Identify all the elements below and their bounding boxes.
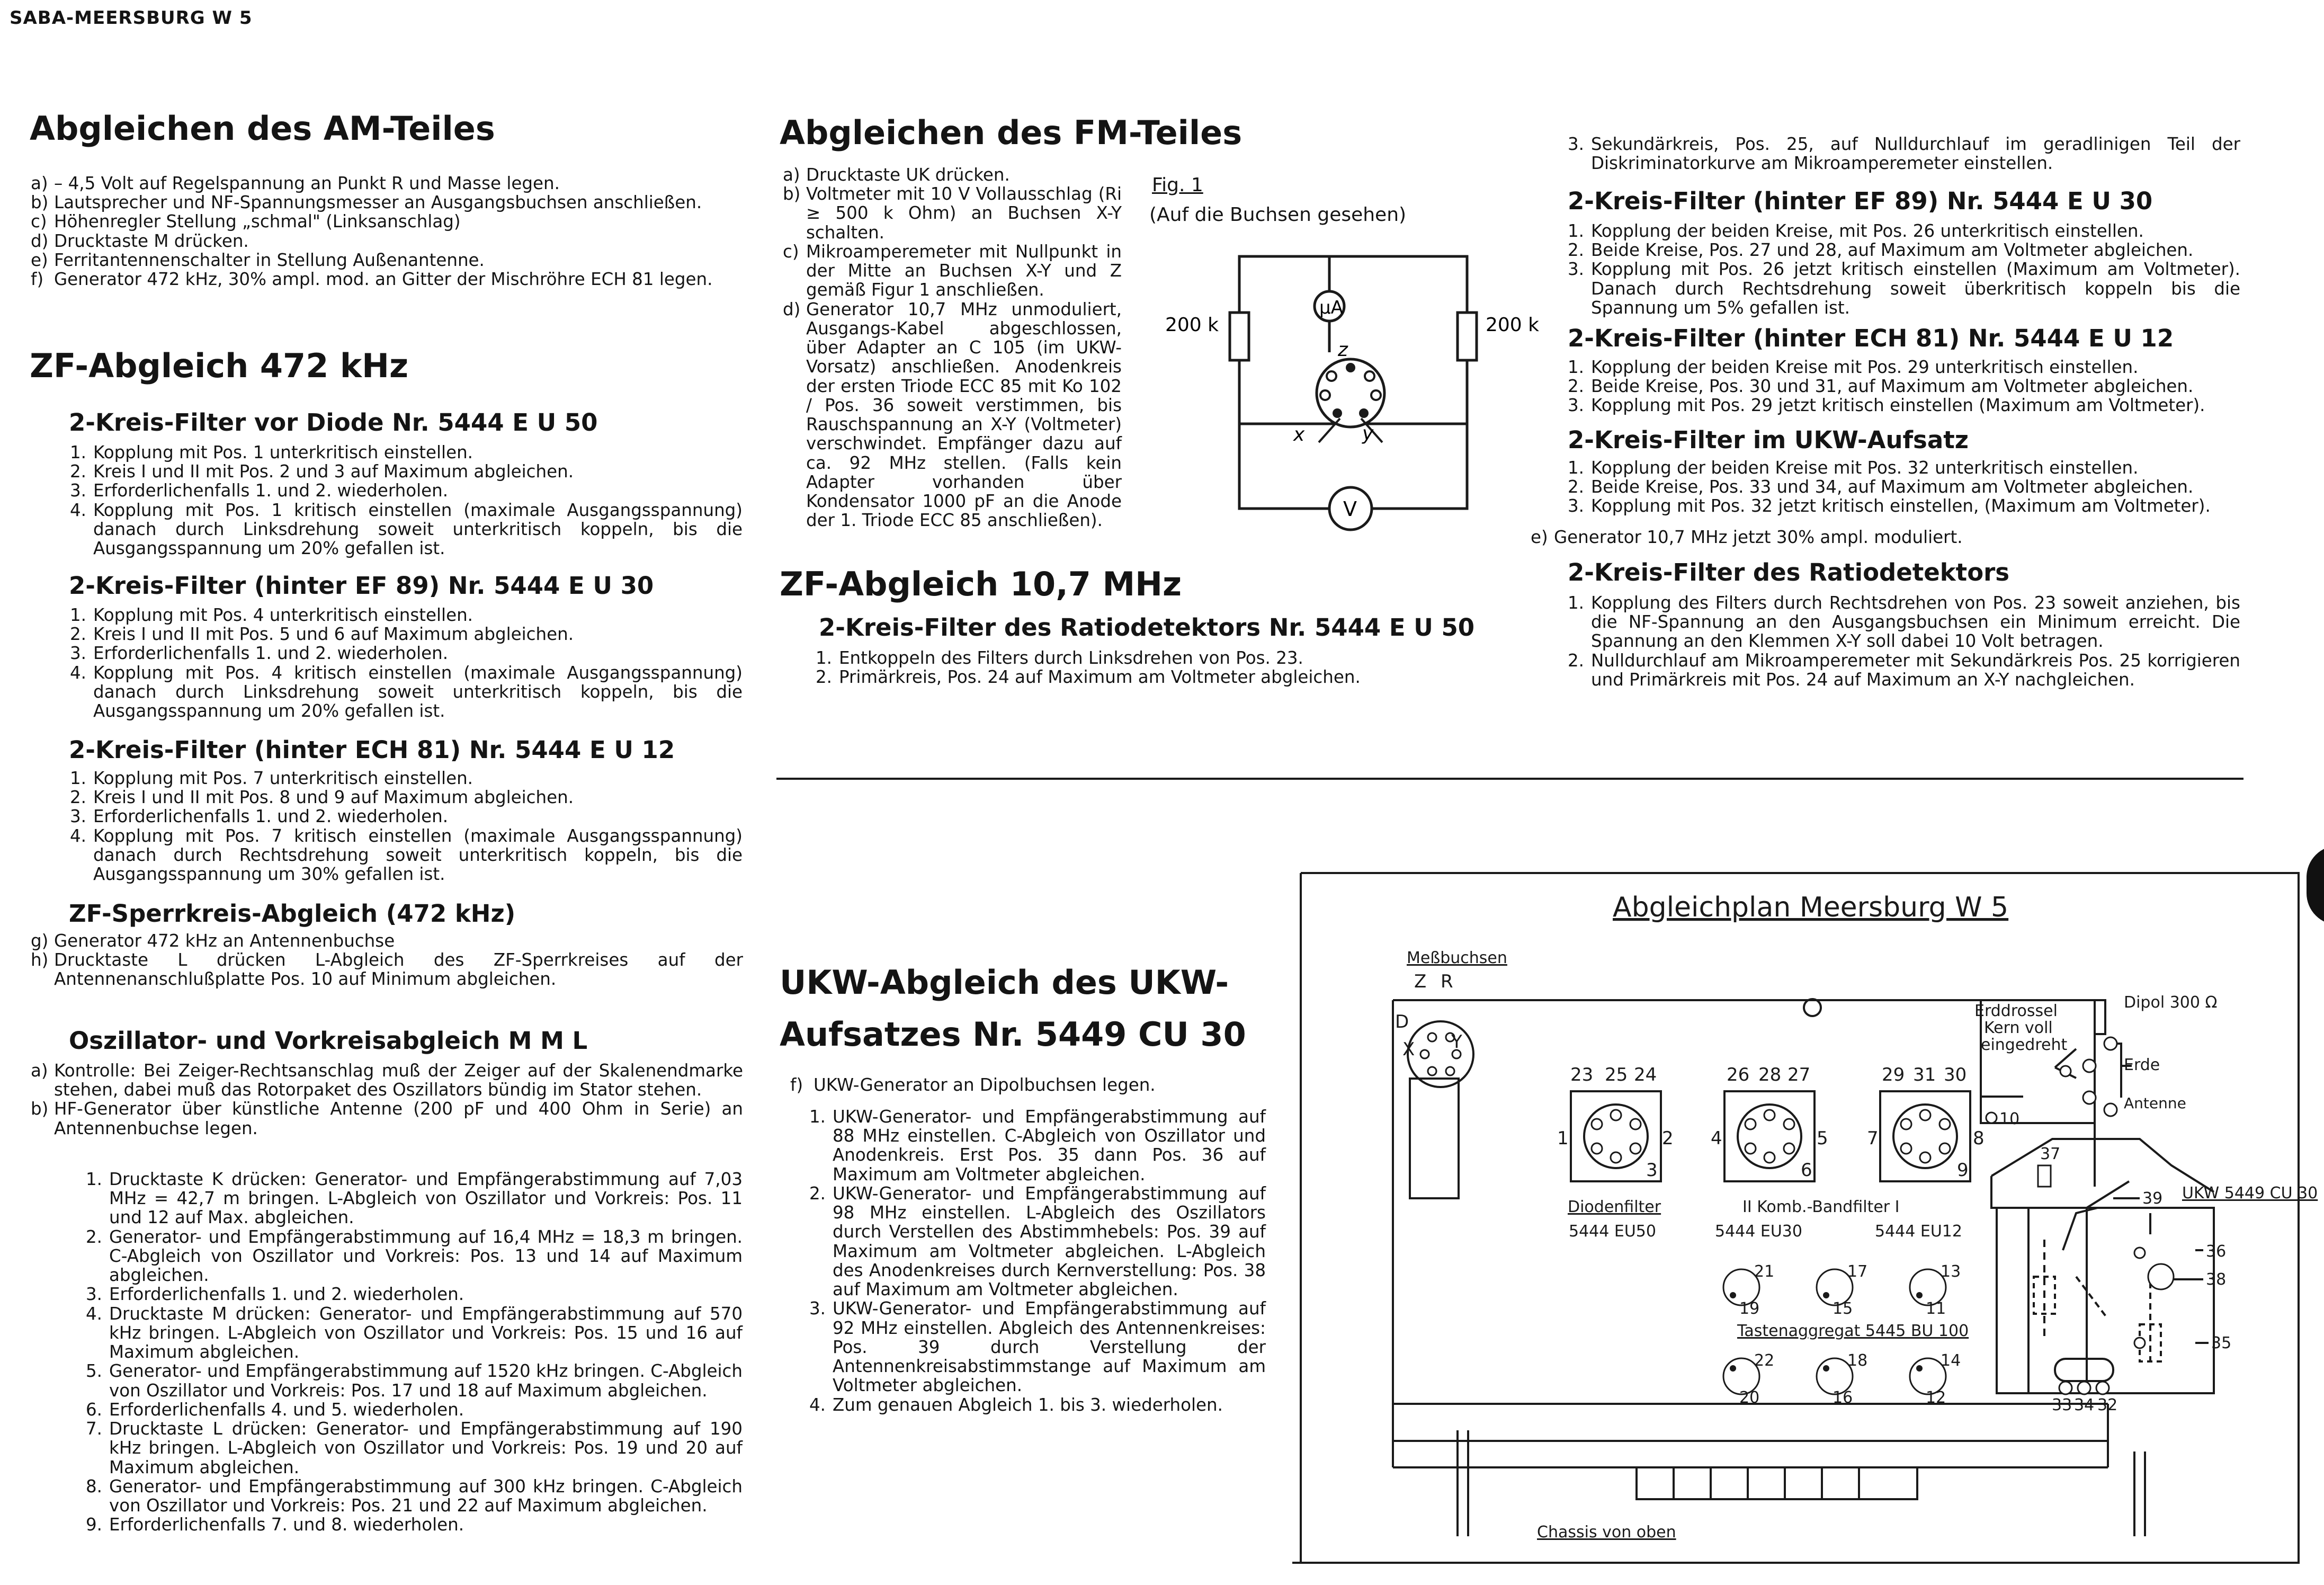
list-item-text: Kopplung mit Pos. 4 unterkritisch einstellen. (93, 605, 473, 625)
list-item (70, 462, 743, 481)
plan-pos-25: 25 (1605, 1064, 1628, 1085)
list-item (70, 769, 743, 788)
plan-pos-22: 22 (1754, 1351, 1775, 1370)
plan-ukw-label: UKW 5449 CU 30 (2182, 1184, 2318, 1203)
list-item-text: Drucktaste K drücken: Generator- und Empfängerabstimmung auf 7,03 MHz = 42,7 m bringen. L-Abgleich von Oszillator und Vorkreis: Pos. 11 und 12 auf Max. abgleichen. (109, 1169, 743, 1228)
list-item (1568, 241, 2240, 260)
list-item-text: Erforderlichenfalls 1. und 2. wiederholen. (109, 1284, 464, 1305)
list-item-text: Kopplung mit Pos. 7 unterkritisch einstellen. (93, 768, 473, 788)
list-item (31, 193, 746, 212)
plan-tastenaggregat-label: Tastenaggregat 5445 BU 100 (1737, 1322, 1969, 1340)
plan-pos-15: 15 (1833, 1299, 1853, 1318)
list-item-text: Kopplung mit Pos. 4 kritisch einstellen (maximale Ausgangsspannung) danach durch Linksdrehung soweit unterkritisch koppeln, bis die Ausgangsspannung um 20% gefallen ist. (93, 662, 743, 722)
list-item (31, 212, 746, 231)
list-item (70, 625, 743, 644)
list-item-marker: 2. (1568, 240, 1585, 261)
list-item-text: Kopplung mit Pos. 1 unterkritisch einstellen. (93, 442, 473, 462)
list-item-text: Kreis I und II mit Pos. 2 und 3 auf Maximum abgleichen. (93, 461, 574, 482)
plan-kombfilter-nr1: 5444 EU30 (1715, 1222, 1802, 1241)
list-item-text: Drucktaste L drücken L-Abgleich des ZF-Sperrkreises auf der Antennenanschlußplatte Pos. 10 auf Minimum abgleichen. (54, 950, 743, 990)
list-item-marker: 3. (1568, 134, 1585, 154)
list-item-marker: 1. (86, 1169, 103, 1189)
list-item (1568, 221, 2240, 241)
list-item-marker: 4. (70, 825, 87, 846)
list-item (783, 165, 1122, 184)
list-item-marker: 1. (809, 1107, 826, 1127)
zf107-filter1-steps (816, 648, 1425, 687)
list-item (70, 481, 743, 500)
plan-socket-y: Y (1451, 1031, 1462, 1053)
list-item (86, 1361, 743, 1400)
list-item-marker: 1. (1568, 593, 1585, 613)
list-item (31, 231, 746, 251)
list-item (70, 501, 743, 558)
oszillator-steps (31, 1061, 743, 1138)
list-item (31, 1061, 743, 1099)
list-item-text: Kopplung mit Pos. 29 jetzt kritisch einstellen (Maximum am Voltmeter). (1591, 395, 2205, 416)
list-item (783, 300, 1122, 530)
list-item (31, 1099, 743, 1137)
list-item-marker: 2. (86, 1226, 103, 1247)
plan-socket-r: R (1441, 971, 1453, 992)
list-item-marker: b) (31, 192, 49, 213)
plan-pos-27: 27 (1787, 1064, 1811, 1085)
list-item-marker: 4. (809, 1394, 826, 1415)
list-item-text: Drucktaste L drücken: Generator- und Empfängerabstimmung auf 190 kHz bringen. L-Abgleich von Oszillator und Vorkreis: Pos. 19 und 20 auf Maximum abgleichen. (109, 1419, 743, 1477)
list-item-text: Beide Kreise, Pos. 27 und 28, auf Maximum am Voltmeter abgleichen. (1591, 240, 2194, 261)
zf107-filter1-title: 2-Kreis-Filter des Ratiodetektors Nr. 5444 E U 50 (819, 613, 1475, 642)
list-item (31, 251, 746, 270)
list-item-marker: 3. (1568, 395, 1585, 416)
zf472-filter2-title: 2-Kreis-Filter (hinter EF 89) Nr. 5444 E U 30 (69, 572, 654, 600)
list-item (31, 931, 743, 950)
list-item-text: HF-Generator über künstliche Antenne (200 pF und 400 Ohm in Serie) an Antennenbuchse legen. (54, 1099, 743, 1138)
plan-socket-d: D (1395, 1011, 1409, 1032)
list-item-text: Zum genauen Abgleich 1. bis 3. wiederholen. (833, 1394, 1223, 1415)
plan-pos-30: 30 (1944, 1064, 1967, 1085)
list-item-marker: 2. (70, 624, 87, 645)
list-item (70, 644, 743, 663)
list-item-text: Beide Kreise, Pos. 30 und 31, auf Maximum am Voltmeter abgleichen. (1591, 376, 2194, 397)
list-item (70, 788, 743, 807)
fig1-label: Fig. 1 (1152, 174, 1203, 196)
list-item (783, 184, 1122, 242)
list-item (86, 1515, 743, 1534)
list-item-text: Lautsprecher und NF-Spannungsmesser an Ausgangsbuchsen anschließen. (54, 192, 702, 213)
list-item-text: Kreis I und II mit Pos. 5 und 6 auf Maximum abgleichen. (93, 624, 574, 645)
list-item-text: Höhenregler Stellung „schmal" (Linksanschlag) (54, 211, 461, 232)
list-item-text: Generator- und Empfängerabstimmung auf 300 kHz bringen. C-Abgleich von Oszillator und Vorkreis: Pos. 21 und 22 auf Maximum abgleichen. (109, 1476, 743, 1516)
list-item-marker: 4. (70, 662, 87, 683)
list-item-text: Generator- und Empfängerabstimmung auf 1520 kHz bringen. C-Abgleich von Oszillator und Vorkreis: Pos. 17 und 18 auf Maximum abgleichen. (109, 1361, 743, 1401)
zf472-filter3-title: 2-Kreis-Filter (hinter ECH 81) Nr. 5444 E U 12 (69, 736, 675, 764)
list-item-marker: 2. (1568, 650, 1585, 671)
plan-pos-31: 31 (1913, 1064, 1936, 1085)
list-item-text: Kopplung mit Pos. 26 jetzt kritisch einstellen (Maximum am Voltmeter). Danach durch Rechtsdrehung soweit überkritisch koppeln bis die Spannung um 5% gefallen ist. (1591, 259, 2240, 318)
zf107-filter5-steps (1568, 593, 2240, 689)
plan-pos-28: 28 (1758, 1064, 1782, 1085)
list-item-marker: d) (783, 299, 801, 319)
list-item (86, 1227, 743, 1285)
fig1-pin-x: x (1293, 424, 1305, 446)
list-item-marker: 3. (70, 643, 87, 664)
list-item (1568, 135, 2240, 173)
list-item-marker: b) (783, 184, 801, 204)
list-item (1568, 260, 2240, 317)
plan-pos-21: 21 (1754, 1262, 1775, 1281)
plan-pos-6: 6 (1801, 1160, 1812, 1181)
list-item-text: Sekundärkreis, Pos. 25, auf Nulldurchlauf im geradlinigen Teil der Diskriminatorkurve am Mikroamperemeter einstellen. (1591, 134, 2240, 174)
plan-pos-29: 29 (1882, 1064, 1905, 1085)
ukw-steps (809, 1107, 1266, 1414)
list-item-text: Nulldurchlauf am Mikroamperemeter mit Sekundärkreis Pos. 25 korrigieren und Primärkreis mit Pos. 24 auf Maximum an X-Y nachgleichen. (1591, 650, 2240, 690)
list-item-marker: 6. (86, 1399, 103, 1420)
list-item (31, 174, 746, 193)
list-item-marker: 3. (70, 806, 87, 827)
zf472-filter2-steps (70, 605, 743, 720)
plan-kombfilter-nr2: 5444 EU12 (1875, 1222, 1962, 1241)
list-item (809, 1299, 1266, 1395)
plan-erddrossel-3: eingedreht (1981, 1036, 2068, 1054)
plan-pos-19: 19 (1739, 1299, 1760, 1318)
list-item-marker: 1. (1568, 458, 1585, 478)
plan-erde-label: Erde (2124, 1056, 2160, 1074)
ukw-title-line1: UKW-Abgleich des UKW- (780, 963, 1229, 1002)
list-item (70, 605, 743, 625)
list-item-marker: a) (783, 165, 800, 185)
list-item-text: Kreis I und II mit Pos. 8 und 9 auf Maximum abgleichen. (93, 787, 574, 808)
plan-pos-9: 9 (1957, 1160, 1969, 1181)
zf472-filter3-steps (70, 769, 743, 884)
list-item (790, 1075, 1267, 1094)
list-item-marker: e) (1531, 527, 1548, 547)
plan-pos-35: 35 (2211, 1334, 2232, 1352)
zf107-step-e (1531, 528, 2219, 547)
list-item-marker: 1. (70, 442, 87, 462)
oszillator-substeps (86, 1170, 743, 1534)
list-item-text: Kopplung mit Pos. 1 kritisch einstellen (maximale Ausgangsspannung) danach durch Linksdrehung soweit unterkritisch koppeln, bis die Ausgangsspannung um 20% gefallen ist. (93, 500, 743, 559)
plan-socket-x: X (1402, 1039, 1415, 1060)
oszillator-title: Oszillator- und Vorkreisabgleich M M L (69, 1027, 588, 1055)
fig1-pin-y: y (1362, 423, 1374, 444)
zf107-filter3-steps (1568, 358, 2240, 415)
list-item (816, 648, 1425, 667)
list-item (86, 1170, 743, 1227)
list-item-marker: 1. (1568, 221, 1585, 241)
zf107-filter4-steps (1568, 458, 2240, 516)
list-item-text: UKW-Generator- und Empfängerabstimmung auf 98 MHz einstellen. L-Abgleich des Oszillators durch Verstellen des Abstimmhebels: Pos. 39 auf Maximum am Voltmeter abgleichen. L-Abgleich des Anodenkreises durch Kernverstellung: Pos. 38 auf Maximum am Voltmeter abgleichen. (833, 1183, 1266, 1300)
list-item-text: Kopplung des Filters durch Rechtsdrehen von Pos. 23 soweit anziehen, bis die NF-Spannung an den Ausgangsbuchsen ein Minimum erreicht. Die Spannung an den Klemmen X-Y soll dabei 10 Volt betragen. (1591, 593, 2240, 652)
plan-pos-26: 26 (1727, 1064, 1750, 1085)
list-item-marker: 1. (1568, 357, 1585, 377)
plan-pos-7: 7 (1867, 1128, 1879, 1149)
list-item-marker: 7. (86, 1419, 103, 1439)
plan-pos-37: 37 (2040, 1145, 2061, 1163)
zf107-step3 (1568, 135, 2240, 173)
list-item-marker: 2. (1568, 477, 1585, 497)
plan-socket-z: Z (1414, 971, 1427, 992)
list-item-marker: 3. (1568, 259, 1585, 280)
list-item-marker: h) (31, 950, 49, 970)
list-item-marker: a) (31, 1061, 48, 1081)
list-item (70, 443, 743, 462)
list-item-marker: 2. (70, 461, 87, 482)
list-item-marker: g) (31, 931, 49, 951)
plan-pos-1: 1 (1557, 1128, 1569, 1149)
zf472-title: ZF-Abgleich 472 kHz (30, 346, 409, 385)
list-item-text: Generator 472 kHz an Antennenbuchse (54, 931, 395, 951)
list-item (86, 1477, 743, 1515)
list-item-text: Erforderlichenfalls 1. und 2. wiederholen. (93, 643, 449, 664)
list-item-text: Drucktaste UK drücken. (806, 165, 1010, 185)
plan-pos-14: 14 (1941, 1351, 1961, 1370)
abgleichplan-diagram (1271, 869, 2318, 1573)
list-item-text: Primärkreis, Pos. 24 auf Maximum am Voltmeter abgleichen. (839, 667, 1361, 688)
plan-pos-38: 38 (2206, 1270, 2227, 1289)
list-item (86, 1285, 743, 1304)
list-item-marker: 1. (70, 768, 87, 788)
list-item (86, 1304, 743, 1362)
list-item-marker: e) (31, 250, 48, 270)
fig1-meter-v: V (1343, 497, 1357, 521)
list-item (31, 950, 743, 989)
list-item (70, 807, 743, 826)
list-item-text: UKW-Generator an Dipolbuchsen legen. (814, 1075, 1156, 1095)
list-item-marker: f) (31, 269, 44, 290)
list-item-text: Kopplung mit Pos. 7 kritisch einstellen (maximale Ausgangsspannung) danach durch Rechtsdrehung soweit unterkritisch koppeln, bis die Ausgangsspannung um 30% gefallen ist. (93, 825, 743, 885)
plan-pos-20: 20 (1739, 1388, 1760, 1407)
am-title: Abgleichen des AM-Teiles (30, 109, 495, 148)
list-item (70, 663, 743, 721)
list-item (70, 826, 743, 884)
list-item (1568, 593, 2240, 651)
list-item-marker: 2. (816, 667, 833, 688)
plan-pos-17: 17 (1847, 1262, 1868, 1281)
plan-pos-2: 2 (1662, 1128, 1674, 1149)
list-item (1568, 496, 2240, 515)
plan-pos-34: 34 (2074, 1396, 2095, 1414)
plan-antenne-label: Antenne (2124, 1094, 2186, 1112)
list-item-text: Beide Kreise, Pos. 33 und 34, auf Maximum am Voltmeter abgleichen. (1591, 477, 2194, 497)
ukw-title-line2: Aufsatzes Nr. 5449 CU 30 (780, 1015, 1246, 1054)
list-item-marker: c) (31, 211, 47, 232)
plan-pos-10: 10 (1999, 1110, 2020, 1128)
list-item-text: Erforderlichenfalls 1. und 2. wiederholen. (93, 806, 449, 827)
plan-pos-4: 4 (1711, 1128, 1722, 1149)
list-item-text: Erforderlichenfalls 7. und 8. wiederholen. (109, 1515, 464, 1535)
list-item (809, 1184, 1266, 1299)
list-item-marker: 3. (1568, 496, 1585, 517)
list-item-text: Kopplung der beiden Kreise mit Pos. 29 unterkritisch einstellen. (1591, 357, 2139, 377)
list-item-text: Kopplung der beiden Kreise mit Pos. 32 unterkritisch einstellen. (1591, 458, 2139, 478)
zf107-filter3-title: 2-Kreis-Filter (hinter ECH 81) Nr. 5444 E U 12 (1568, 324, 2174, 352)
plan-pos-36: 36 (2206, 1242, 2227, 1261)
plan-kombfilter-label: II Komb.-Bandfilter I (1742, 1198, 1900, 1216)
list-item (1568, 358, 2240, 377)
list-item-marker: d) (31, 230, 49, 251)
zf107-filter2-steps (1568, 221, 2240, 317)
plan-dipol-label: Dipol 300 Ω (2124, 993, 2218, 1012)
plan-messbuchsen-label: Meßbuchsen (1407, 949, 1507, 967)
plan-diodenfilter-nr: 5444 EU50 (1569, 1222, 1656, 1241)
zf107-filter2-title: 2-Kreis-Filter (hinter EF 89) Nr. 5444 E U 30 (1568, 187, 2153, 215)
list-item-marker: 8. (86, 1476, 103, 1497)
fig1-pin-z: z (1338, 339, 1348, 361)
list-item-marker: c) (783, 241, 799, 262)
list-item-text: Mikroamperemeter mit Nullpunkt in der Mitte an Buchsen X-Y und Z gemäß Figur 1 anschließen. (806, 241, 1122, 300)
list-item (86, 1419, 743, 1477)
list-item (1568, 396, 2240, 415)
plan-pos-3: 3 (1646, 1160, 1658, 1181)
list-item-marker: 3. (86, 1284, 103, 1305)
plan-title: Abgleichplan Meersburg W 5 (1613, 892, 2009, 923)
list-item (809, 1395, 1266, 1414)
list-item-marker: 3. (809, 1298, 826, 1319)
list-item (1568, 477, 2240, 496)
list-item-text: Kontrolle: Bei Zeiger-Rechtsanschlag muß der Zeiger auf der Skalenendmarke stehen, dabei muß das Rotorpaket des Oszillators bündig im Stator stehen. (54, 1061, 743, 1100)
list-item-text: UKW-Generator- und Empfängerabstimmung auf 92 MHz einstellen. Abgleich des Antennenkreises: Pos. 39 durch Verstellung der Antennenkreisabstimmstange auf Maximum am Voltmeter abgleichen. (833, 1298, 1266, 1396)
zf107-filter4-title: 2-Kreis-Filter im UKW-Aufsatz (1568, 426, 1969, 454)
list-item-text: – 4,5 Volt auf Regelspannung an Punkt R und Masse legen. (54, 173, 560, 193)
list-item-marker: 9. (86, 1515, 103, 1535)
ukw-step-f (790, 1075, 1267, 1094)
plan-pos-24: 24 (1634, 1064, 1657, 1085)
list-item (31, 270, 746, 289)
zf107-filter5-title: 2-Kreis-Filter des Ratiodetektors (1568, 558, 2010, 586)
plan-pos-12: 12 (1926, 1388, 1946, 1407)
list-item-marker: 5. (86, 1361, 103, 1382)
plan-pos-39: 39 (2142, 1189, 2163, 1208)
list-item (783, 242, 1122, 300)
fm-title: Abgleichen des FM-Teiles (780, 113, 1243, 152)
list-item-text: Kopplung mit Pos. 32 jetzt kritisch einstellen, (Maximum am Voltmeter). (1591, 496, 2211, 517)
list-item-text: UKW-Generator- und Empfängerabstimmung auf 88 MHz einstellen. C-Abgleich von Oszillator und Anodenkreis. Erst Pos. 35 dann Pos. 36 auf Maximum am Voltmeter abgleichen. (833, 1107, 1266, 1185)
plan-erddrossel-2: Kern voll (1984, 1019, 2053, 1037)
plan-pos-11: 11 (1926, 1299, 1946, 1318)
fig1-r-right: 200 k (1486, 314, 1540, 336)
list-item (1568, 651, 2240, 689)
list-item-text: Voltmeter mit 10 V Vollausschlag (Ri ≥ 500 k Ohm) an Buchsen X-Y schalten. (806, 184, 1122, 243)
list-item-text: Entkoppeln des Filters durch Linksdrehen von Pos. 23. (839, 648, 1303, 668)
fig1-caption: (Auf die Buchsen gesehen) (1149, 204, 1407, 226)
list-item-marker: 3. (70, 480, 87, 501)
list-item-marker: f) (790, 1075, 803, 1095)
section-divider (776, 778, 2243, 780)
list-item-text: Generator- und Empfängerabstimmung auf 16,4 MHz = 18,3 m bringen. C-Abgleich von Oszillator und Vorkreis: Pos. 13 und 14 auf Maximum abgleichen. (109, 1226, 743, 1286)
list-item-marker: 1. (816, 648, 833, 668)
sperrkreis-title: ZF-Sperrkreis-Abgleich (472 kHz) (69, 900, 516, 928)
list-item-marker: a) (31, 173, 48, 193)
list-item (816, 667, 1425, 687)
list-item (86, 1400, 743, 1419)
list-item-text: Erforderlichenfalls 4. und 5. wiederholen. (109, 1399, 464, 1420)
plan-diodenfilter-label: Diodenfilter (1568, 1198, 1661, 1216)
list-item (1531, 528, 2219, 547)
plan-pos-16: 16 (1833, 1388, 1853, 1407)
list-item-marker: 2. (70, 787, 87, 808)
fm-steps (783, 165, 1122, 530)
list-item-text: Generator 10,7 MHz jetzt 30% ampl. moduliert. (1554, 527, 1963, 547)
zf472-filter1-title: 2-Kreis-Filter vor Diode Nr. 5444 E U 50 (69, 408, 598, 437)
fig1-meter-ua: μA (1319, 297, 1343, 318)
list-item-text: Drucktaste M drücken: Generator- und Empfängerabstimmung auf 570 kHz bringen. L-Abgleich von Oszillator und Vorkreis: Pos. 15 und 16 auf Maximum abgleichen. (109, 1303, 743, 1363)
list-item-marker: 2. (1568, 376, 1585, 397)
list-item (1568, 458, 2240, 477)
plan-pos-33: 33 (2052, 1396, 2072, 1414)
list-item-text: Generator 10,7 MHz unmoduliert, Ausgangs-Kabel abgeschlossen, über Adapter an C 105 (im UKW-Vorsatz) anschließen. Anodenkreis der ersten Triode ECC 85 mit Ko 102 / Pos. 36 soweit verstimmen, bis Rauschspannung an X-Y (Voltmeter) verschwindet. Empfänger dazu auf ca. 92 MHz stellen. (Falls kein Adapter vorhanden über Kondensator 1000 pF an die Anode der 1. Triode ECC 85 anschließen). (806, 299, 1122, 531)
zf107-title: ZF-Abgleich 10,7 MHz (780, 565, 1182, 603)
fig1-circuit (1155, 233, 1540, 551)
plan-erddrossel-1: Erddrossel (1974, 1002, 2058, 1020)
list-item-marker: 4. (70, 500, 87, 520)
plan-pos-5: 5 (1817, 1128, 1828, 1149)
plan-chassis-label: Chassis von oben (1537, 1523, 1676, 1542)
list-item-text: Kopplung der beiden Kreise, mit Pos. 26 unterkritisch einstellen. (1591, 221, 2144, 241)
plan-pos-32: 32 (2097, 1396, 2118, 1414)
list-item-text: Ferritantennenschalter in Stellung Außenantenne. (54, 250, 485, 270)
list-item-marker: 1. (70, 605, 87, 625)
list-item (809, 1107, 1266, 1184)
list-item-text: Drucktaste M drücken. (54, 230, 249, 251)
list-item-marker: b) (31, 1099, 49, 1119)
plan-pos-18: 18 (1847, 1351, 1868, 1370)
am-steps (31, 174, 746, 289)
list-item-text: Erforderlichenfalls 1. und 2. wiederholen. (93, 480, 449, 501)
fig1-r-left: 200 k (1165, 314, 1219, 336)
zf472-filter1-steps (70, 443, 743, 558)
list-item-text: Generator 472 kHz, 30% ampl. mod. an Gitter der Mischröhre ECH 81 legen. (54, 269, 713, 290)
plan-pos-23: 23 (1570, 1064, 1594, 1085)
plan-pos-8: 8 (1973, 1128, 1985, 1149)
list-item-marker: 4. (86, 1303, 103, 1324)
plan-pos-13: 13 (1941, 1262, 1961, 1281)
page-header: SABA-MEERSBURG W 5 (10, 7, 253, 29)
sperrkreis-steps (31, 931, 743, 989)
list-item (1568, 377, 2240, 396)
list-item-marker: 2. (809, 1183, 826, 1204)
